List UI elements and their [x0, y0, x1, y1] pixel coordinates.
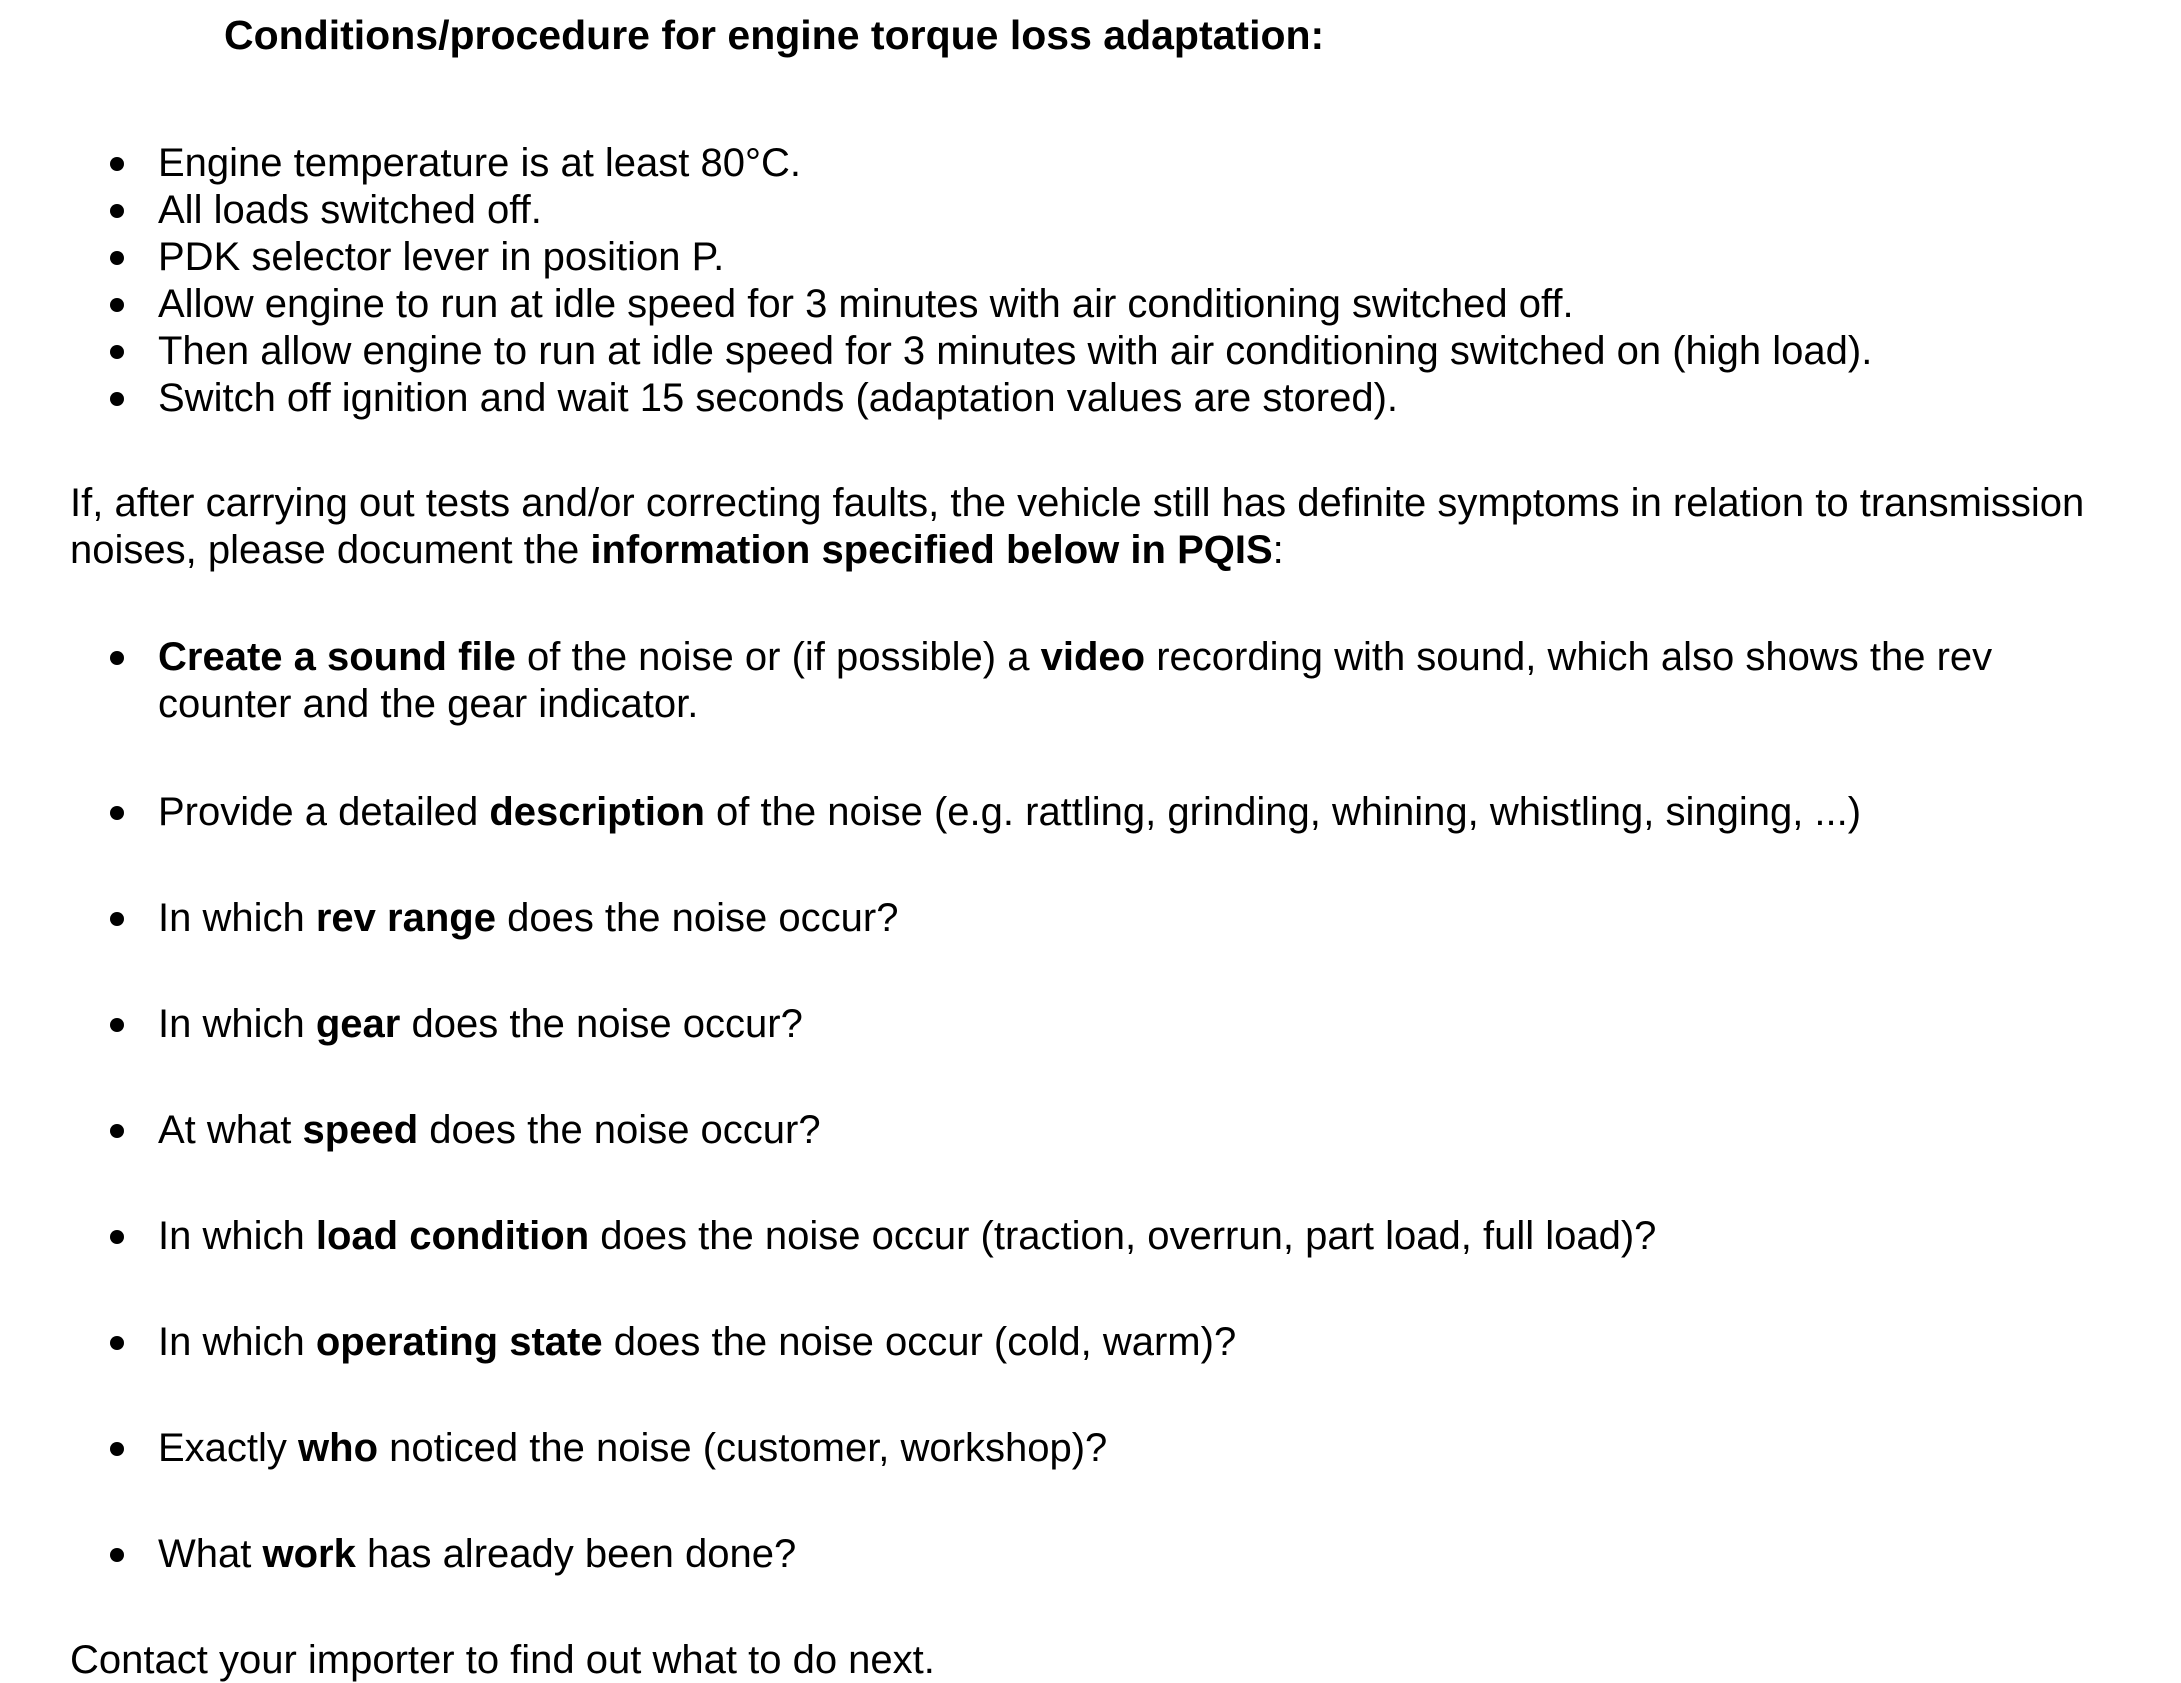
bullet-icon — [110, 298, 124, 312]
intro-paragraph-line2: noises, please document the information specified below in PQIS: — [70, 528, 1284, 572]
bullet-icon — [110, 1124, 124, 1138]
bullet-icon — [110, 1548, 124, 1562]
info-item-rev-range: In which rev range does the noise occur? — [158, 896, 899, 940]
info-item-gear: In which gear does the noise occur? — [158, 1002, 803, 1046]
condition-item: Then allow engine to run at idle speed for 3 minutes with air conditioning switched on (high load). — [158, 329, 1873, 373]
bullet-icon — [110, 392, 124, 406]
bullet-icon — [110, 1336, 124, 1350]
bullet-icon — [110, 806, 124, 820]
bullet-icon — [110, 157, 124, 171]
intro-paragraph-line1: If, after carrying out tests and/or correcting faults, the vehicle still has definite symptoms in relation to transmission — [70, 481, 2085, 525]
bullet-icon — [110, 345, 124, 359]
info-item-speed: At what speed does the noise occur? — [158, 1108, 821, 1152]
info-item-who: Exactly who noticed the noise (customer, workshop)? — [158, 1426, 1108, 1470]
bullet-icon — [110, 1018, 124, 1032]
bullet-icon — [110, 251, 124, 265]
info-item-description: Provide a detailed description of the noise (e.g. rattling, grinding, whining, whistling, singing, ...) — [158, 790, 1862, 834]
info-item-load-condition: In which load condition does the noise occur (traction, overrun, part load, full load)? — [158, 1214, 1657, 1258]
info-item-operating-state: In which operating state does the noise occur (cold, warm)? — [158, 1320, 1237, 1364]
info-item-sound-file-continued: counter and the gear indicator. — [158, 682, 699, 726]
bullet-icon — [110, 912, 124, 926]
document-heading: Conditions/procedure for engine torque loss adaptation: — [224, 12, 1325, 58]
info-item-sound-file: Create a sound file of the noise or (if possible) a video recording with sound, which also shows the rev — [158, 635, 1993, 679]
bullet-icon — [110, 204, 124, 218]
condition-item: Allow engine to run at idle speed for 3 minutes with air conditioning switched off. — [158, 282, 1574, 326]
info-item-work: What work has already been done? — [158, 1532, 797, 1576]
condition-item: Engine temperature is at least 80°C. — [158, 141, 802, 185]
bullet-icon — [110, 651, 124, 665]
bullet-icon — [110, 1230, 124, 1244]
condition-item: All loads switched off. — [158, 188, 542, 232]
bullet-icon — [110, 1442, 124, 1456]
closing-paragraph: Contact your importer to find out what to do next. — [70, 1638, 935, 1682]
condition-item: PDK selector lever in position P. — [158, 235, 725, 279]
condition-item: Switch off ignition and wait 15 seconds (adaptation values are stored). — [158, 376, 1398, 420]
